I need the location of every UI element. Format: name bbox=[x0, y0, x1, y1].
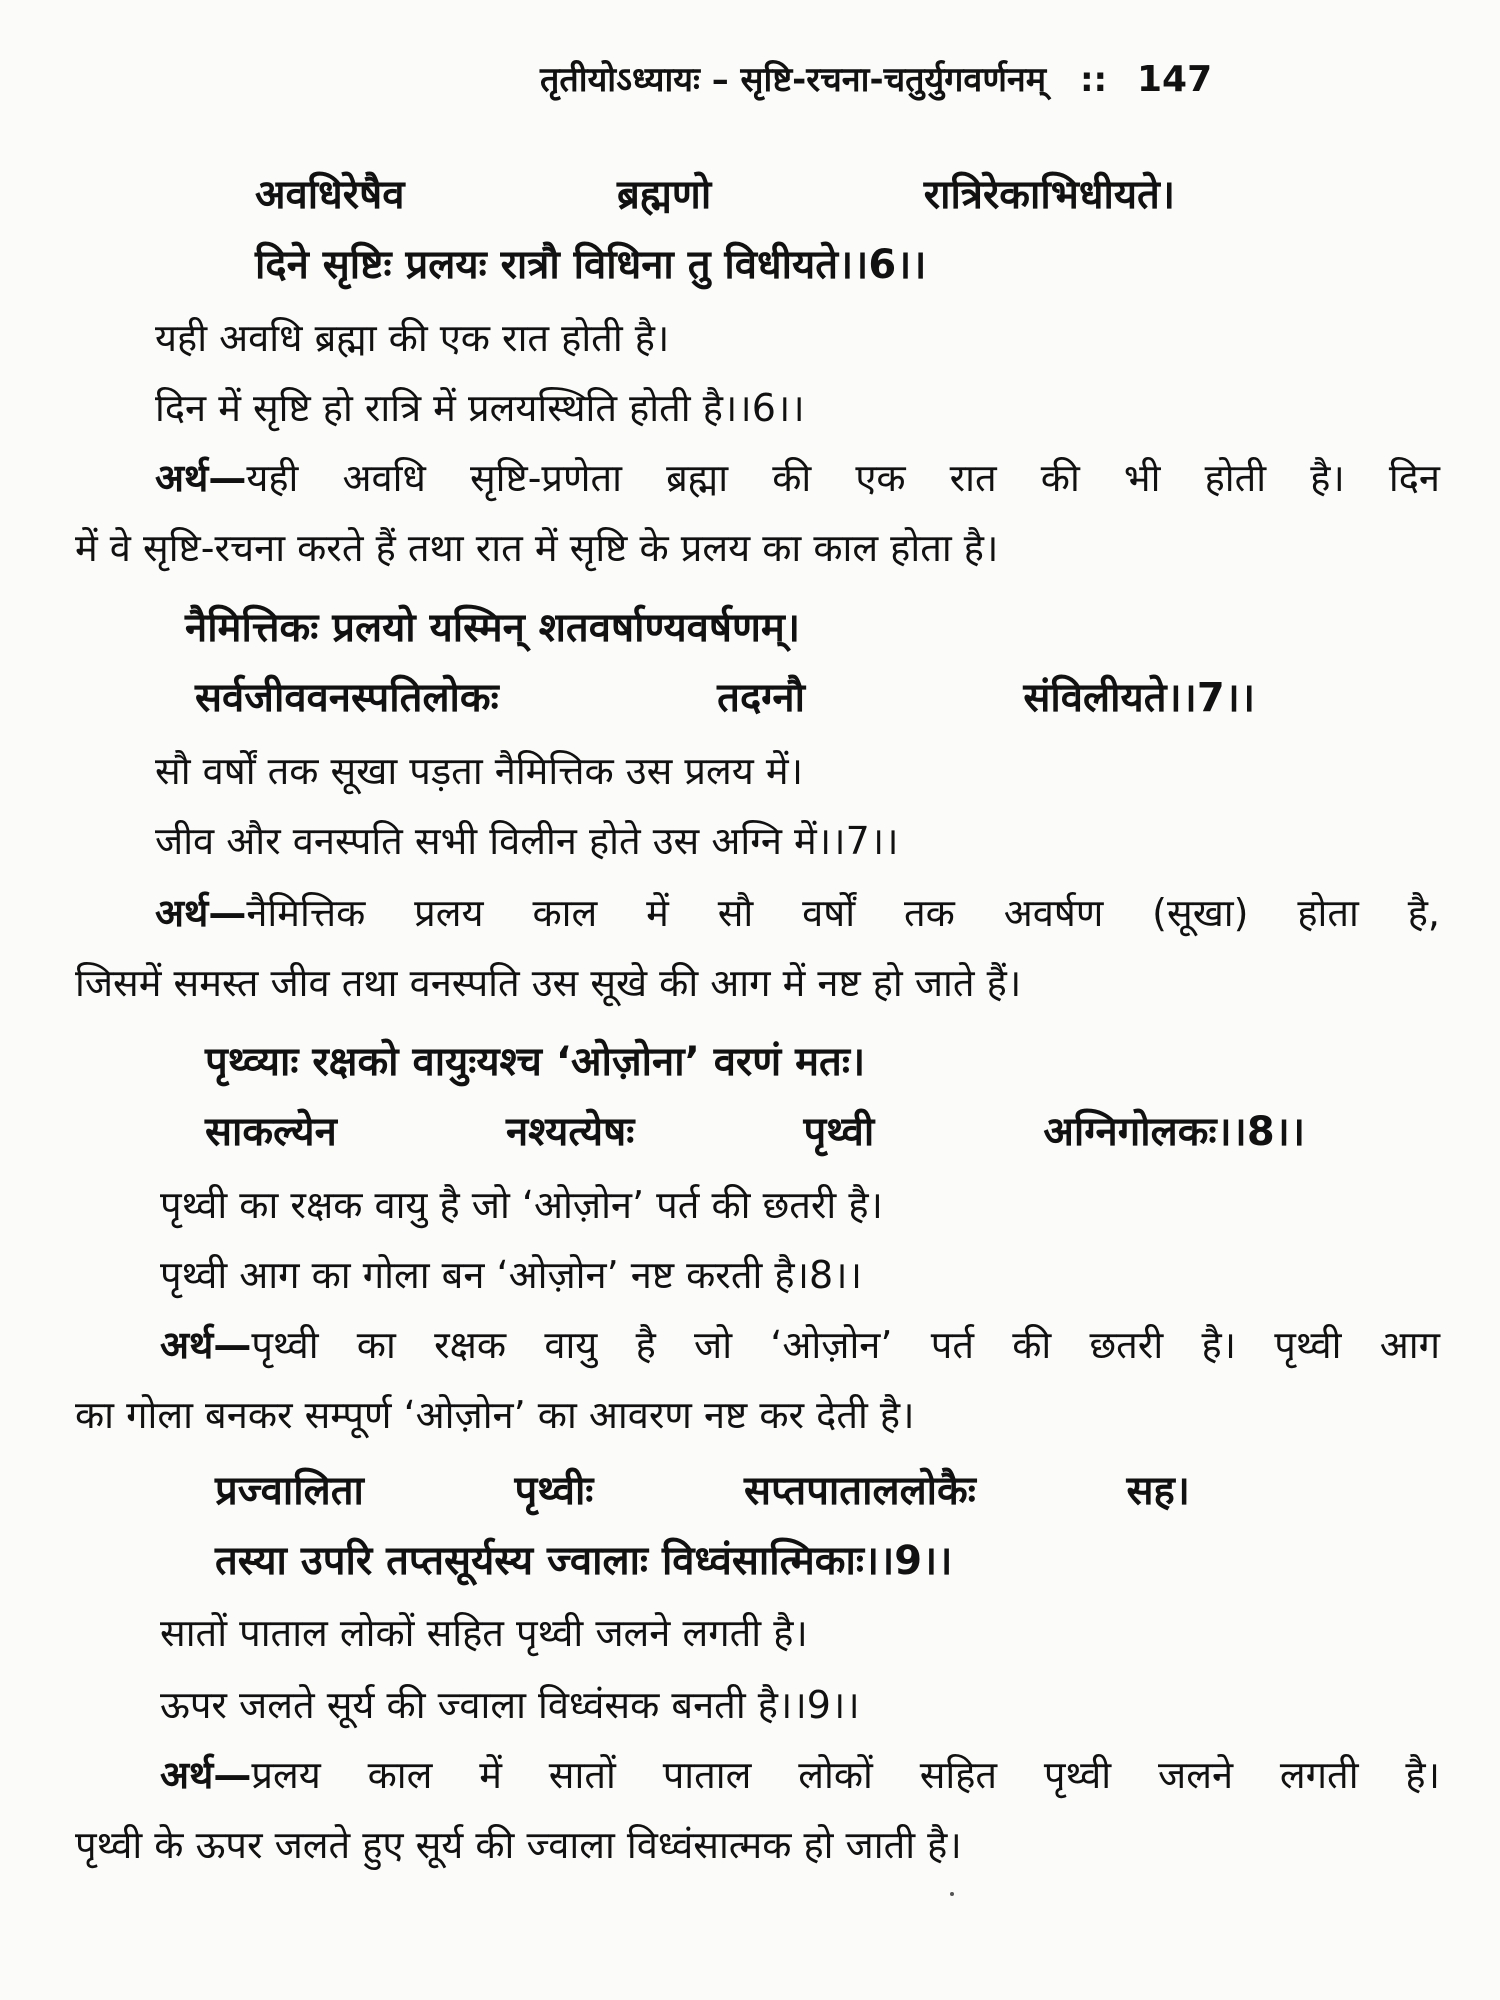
translation-8-line-1: पृथ्वी का रक्षक वायु है जो ‘ओज़ोन’ पर्त की छतरी है। bbox=[160, 1183, 883, 1227]
ink-speck bbox=[950, 1892, 954, 1896]
verse-8-line-2 bbox=[205, 1107, 1305, 1157]
verse-word: साकल्येन bbox=[205, 1109, 337, 1155]
verse-word: सप्तपाताललोकैः bbox=[744, 1468, 976, 1514]
meaning-label: अर्थ— bbox=[160, 1753, 252, 1797]
meaning-7-line-2: जिसमें समस्त जीव तथा वनस्पति उस सूखे की आग में नष्ट हो जाते हैं। bbox=[75, 961, 1022, 1005]
meaning-text: प्रलय काल में सातों पाताल लोकों सहित पृथ्वी जलने लगती है। bbox=[251, 1753, 1440, 1797]
verse-word: अवधिरेषैव bbox=[255, 172, 405, 218]
translation-6-line-2: दिन में सृष्टि हो रात्रि में प्रलयस्थिति होती है।।6।। bbox=[155, 386, 805, 430]
meaning-8-line-2: का गोला बनकर सम्पूर्ण ‘ओज़ोन’ का आवरण नष्ट कर देती है। bbox=[75, 1393, 915, 1437]
meaning-text: यही अवधि सृष्टि-प्रणेता ब्रह्मा की एक रात की भी होती है। दिन bbox=[246, 456, 1440, 500]
header-separator: :: bbox=[1079, 60, 1108, 100]
verse-word: रात्रिरेकाभिधीयते। bbox=[923, 172, 1175, 218]
chapter-title: तृतीयोऽध्यायः – सृष्टि-रचना-चतुर्युगवर्णनम् bbox=[540, 60, 1047, 100]
meaning-6-line-2: में वे सृष्टि-रचना करते हैं तथा रात में सृष्टि के प्रलय का काल होता है। bbox=[75, 526, 999, 570]
meaning-label: अर्थ— bbox=[155, 891, 247, 935]
verse-6-line-1 bbox=[255, 170, 1175, 220]
meaning-8-line-1 bbox=[160, 1322, 1440, 1370]
verse-7-line-2 bbox=[195, 673, 1255, 723]
verse-6-line-2: दिने सृष्टिः प्रलयः रात्रौ विधिना तु विधीयते।।6।। bbox=[255, 242, 927, 288]
meaning-label: अर्थ— bbox=[160, 1323, 252, 1367]
running-header bbox=[540, 55, 1440, 105]
meaning-9-line-2: पृथ्वी के ऊपर जलते हुए सूर्य की ज्वाला विध्वंसात्मक हो जाती है। bbox=[75, 1823, 962, 1867]
verse-9-line-2: तस्या उपरि तप्तसूर्यस्य ज्वालाः विध्वंसात्मिकाः।।9।। bbox=[215, 1538, 953, 1584]
meaning-9-line-1 bbox=[160, 1752, 1440, 1800]
meaning-text: नैमित्तिक प्रलय काल में सौ वर्षों तक अवर्षण (सूखा) होता है, bbox=[246, 891, 1440, 935]
verse-7-line-1: नैमित्तिकः प्रलयो यस्मिन् शतवर्षाण्यवर्षणम्। bbox=[185, 605, 801, 651]
translation-7-line-1: सौ वर्षों तक सूखा पड़ता नैमित्तिक उस प्रलय में। bbox=[155, 749, 803, 793]
verse-9-line-1 bbox=[215, 1466, 1190, 1516]
verse-word: संविलीयते।।7।। bbox=[1023, 675, 1255, 721]
translation-6-line-1: यही अवधि ब्रह्मा की एक रात होती है। bbox=[155, 316, 670, 360]
translation-9-line-1: सातों पाताल लोकों सहित पृथ्वी जलने लगती है। bbox=[160, 1611, 808, 1655]
meaning-6-line-1 bbox=[155, 455, 1440, 503]
verse-word: सर्वजीववनस्पतिलोकः bbox=[195, 675, 499, 721]
verse-word: सह। bbox=[1126, 1468, 1190, 1514]
meaning-label: अर्थ— bbox=[155, 456, 247, 500]
verse-word: तदग्नौ bbox=[717, 675, 805, 721]
verse-word: पृथ्वी bbox=[803, 1109, 875, 1155]
verse-word: प्रज्वालिता bbox=[215, 1468, 364, 1514]
meaning-7-line-1 bbox=[155, 890, 1440, 938]
verse-8-line-1: पृथ्व्याः रक्षको वायुःयश्च ‘ओज़ोना’ वरणं मतः। bbox=[205, 1039, 866, 1085]
translation-9-line-2: ऊपर जलते सूर्य की ज्वाला विध्वंसक बनती है।।9।। bbox=[160, 1683, 860, 1727]
verse-word: ब्रह्मणो bbox=[617, 172, 712, 218]
verse-word: नश्यत्येषः bbox=[505, 1109, 635, 1155]
translation-8-line-2: पृथ्वी आग का गोला बन ‘ओज़ोन’ नष्ट करती है।8।। bbox=[160, 1253, 862, 1297]
verse-word: अग्निगोलकः।।8।। bbox=[1043, 1109, 1305, 1155]
meaning-text: पृथ्वी का रक्षक वायु है जो ‘ओज़ोन’ पर्त की छतरी है। पृथ्वी आग bbox=[251, 1323, 1440, 1367]
translation-7-line-2: जीव और वनस्पति सभी विलीन होते उस अग्नि में।।7।। bbox=[155, 819, 899, 863]
page-number: 147 bbox=[1137, 59, 1213, 100]
verse-word: पृथ्वीः bbox=[514, 1468, 594, 1514]
